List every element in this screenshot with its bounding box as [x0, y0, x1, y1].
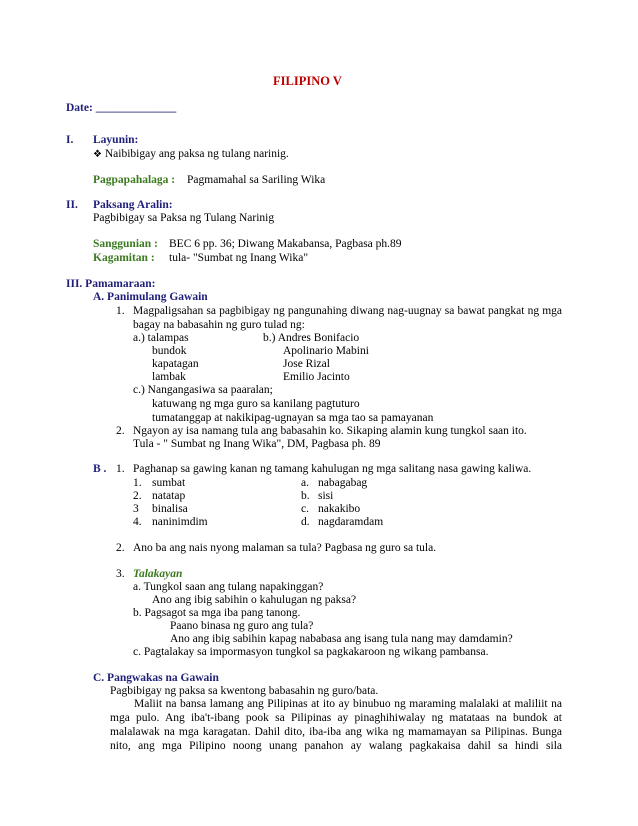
- value-text: Pagmamahal sa Sariling Wika: [187, 174, 326, 186]
- term-number: 4.: [133, 516, 142, 528]
- question-a-sub: Ano ang ibig sabihin o kahulugan ng paksa?: [152, 594, 357, 606]
- materials-text: tula- "Sumbat ng Inang Wika": [169, 252, 309, 264]
- part-a-item-2-line-1: Ngayon ay isa namang tula ang babasahin ko. Sikaping alamin kung tungkol saan ito.: [133, 425, 527, 437]
- part-b-item-2-number: 2.: [116, 542, 125, 554]
- story-paragraph-line: Maliit na bansa lamang ang Pilipinas at ito ay binubuo ng maraming malalaki at maliliit na: [134, 698, 562, 710]
- diamond-bullet-icon: ❖: [93, 149, 102, 160]
- meaning-letter: b.: [301, 490, 310, 502]
- list-b-item: Emilio Jacinto: [283, 371, 350, 383]
- list-a-item: lambak: [152, 371, 186, 383]
- meaning-word: nakakibo: [318, 503, 361, 515]
- meaning-letter: a.: [301, 477, 309, 489]
- part-c-line-1: Pagbibigay ng paksa sa kwentong babasahin ng guro/bata.: [110, 685, 379, 697]
- story-paragraph-line: malalawak na mga karagatan. Dahil dito, iba-iba ang wika ng mamamayan sa Pilipinas. Bunga: [110, 726, 562, 738]
- list-a-item: kapatagan: [152, 358, 199, 370]
- part-b-item-1-text: Paghanap sa gawing kanan ng tamang kahulugan ng mga salitang nasa gawing kaliwa.: [133, 463, 532, 475]
- part-b-item-3-number: 3.: [116, 568, 125, 580]
- section-2-heading: Paksang Aralin:: [93, 199, 173, 211]
- reference-text: BEC 6 pp. 36; Diwang Makabansa, Pagbasa ph.89: [169, 238, 402, 250]
- part-a-item-1-line-1: Magpaligsahan sa pagbibigay ng pangunahing diwang nag-uugnay sa bawat pangkat ng mga: [133, 305, 562, 317]
- part-a-item-1-number: 1.: [116, 305, 125, 317]
- list-b-item: Jose Rizal: [283, 358, 330, 370]
- term-number: 2.: [133, 490, 142, 502]
- term-number: 1.: [133, 477, 142, 489]
- question-a: a. Tungkol saan ang tulang napakinggan?: [133, 581, 324, 593]
- meaning-letter: d.: [301, 516, 310, 528]
- part-a-item-2-number: 2.: [116, 425, 125, 437]
- list-b-label: b.) Andres Bonifacio: [263, 332, 360, 344]
- term-word: natatap: [152, 490, 186, 502]
- discussion-title: Talakayan: [133, 568, 183, 580]
- value-label: Pagpapahalaga :: [93, 174, 176, 186]
- part-a-item-1-line-2: bagay na babasahin ng guro tulad ng:: [133, 319, 305, 331]
- meaning-word: nagdaramdam: [318, 516, 384, 528]
- page-title: FILIPINO V: [273, 74, 342, 88]
- reference-label: Sanggunian :: [93, 238, 158, 250]
- list-a-label: a.) talampas: [133, 332, 189, 344]
- part-b-item-1-number: 1.: [116, 463, 125, 475]
- part-b-letter: B .: [93, 463, 107, 475]
- list-a-item: bundok: [152, 345, 187, 357]
- term-word: sumbat: [152, 477, 186, 489]
- term-word: naninimdim: [152, 516, 208, 528]
- list-b-item: Apolinario Mabini: [283, 345, 369, 357]
- term-word: binalisa: [152, 503, 188, 515]
- section-1-heading: Layunin:: [93, 134, 139, 146]
- term-number: 3: [133, 503, 139, 515]
- story-paragraph-line: mga pulo. Ang iba't-ibang pook sa Pilipinas ay pinaghihiwalay ng matataas na bundok at: [110, 712, 562, 724]
- meaning-word: nabagabag: [318, 477, 368, 489]
- list-c-label: c.) Nangangasiwa sa paaralan;: [133, 384, 273, 396]
- section-2-number: II.: [66, 199, 78, 211]
- objective-bullet: [93, 147, 289, 162]
- meaning-letter: c.: [301, 503, 309, 515]
- question-c: c. Pagtalakay sa impormasyon tungkol sa pagkakaroon ng wikang pambansa.: [133, 646, 489, 658]
- list-c-item: tumatanggap at nakikipag-ugnayan sa mga tao sa pamayanan: [152, 412, 434, 424]
- part-b-item-2-text: Ano ba ang nais nyong malaman sa tula? Pagbasa ng guro sa tula.: [133, 542, 437, 554]
- part-a-item-2-line-2: Tula - " Sumbat ng Inang Wika", DM, Pagbasa ph. 89: [133, 438, 381, 450]
- part-c-heading: C. Pangwakas na Gawain: [93, 672, 219, 684]
- section-1-number: I.: [66, 134, 74, 146]
- section-3-heading: III. Pamamaraan:: [66, 278, 156, 290]
- list-c-item: katuwang ng mga guro sa kanilang pagtuturo: [152, 398, 360, 410]
- meaning-word: sisi: [318, 490, 334, 502]
- question-b-sub: Ano ang ibig sabihin kapag nababasa ang isang tula nang may damdamin?: [170, 633, 513, 645]
- topic-text: Pagbibigay sa Paksa ng Tulang Narinig: [93, 212, 275, 224]
- question-b-sub: Paano binasa ng guro ang tula?: [170, 620, 314, 632]
- story-paragraph-line: nito, ang mga Pilipino noong unang panahon ay walang pagkakaisa dahil sa hindi sila: [110, 740, 562, 752]
- part-a-heading: A. Panimulang Gawain: [93, 291, 208, 303]
- date-field: Date: ______________: [66, 102, 177, 114]
- objective-text: Naibibigay ang paksa ng tulang narinig.: [104, 148, 289, 160]
- question-b: b. Pagsagot sa mga iba pang tanong.: [133, 607, 301, 619]
- materials-label: Kagamitan :: [93, 252, 155, 264]
